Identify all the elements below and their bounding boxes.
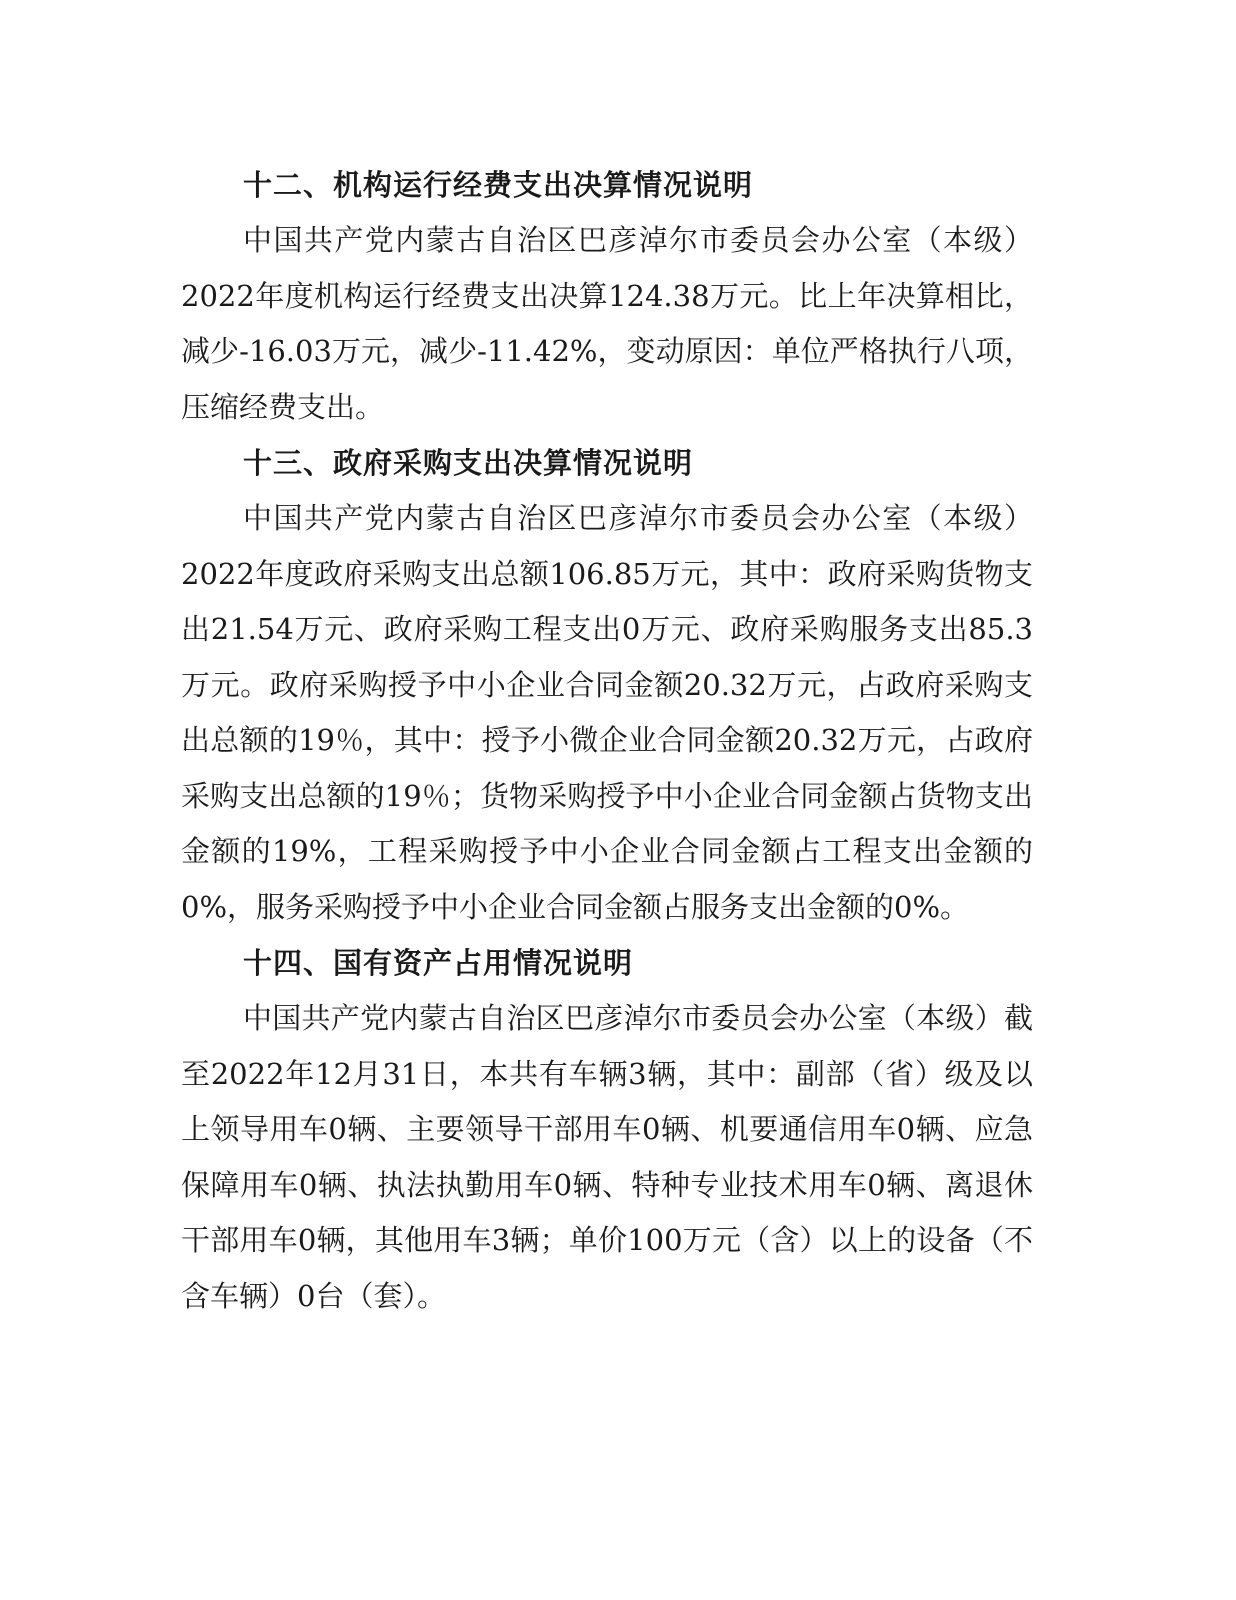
- section-state-owned-assets: [181, 935, 1033, 1324]
- section-heading: 十二、机构运行经费支出决算情况说明: [243, 168, 754, 202]
- section-heading: 十四、国有资产占用情况说明: [243, 946, 634, 980]
- section-government-procurement: [181, 435, 1033, 935]
- section-paragraph: 中国共产党内蒙古自治区巴彦淖尔市委员会办公室（本级）2022年度机构运行经费支出决算124.38万元。比上年决算相比，减少-16.03万元，减少-11.42%，变动原因：单位严格执行八项，压缩经费支出。: [181, 223, 1033, 424]
- section-heading: 十三、政府采购支出决算情况说明: [243, 446, 694, 480]
- section-paragraph: 中国共产党内蒙古自治区巴彦淖尔市委员会办公室（本级）截至2022年12月31日，本共有车辆3辆，其中：副部（省）级及以上领导用车0辆、主要领导干部用车0辆、机要通信用车0辆、应急保障用车0辆、执法执勤用车0辆、特种专业技术用车0辆、离退休干部用车0辆，其他用车3辆；单价100万元（含）以上的设备（不含车辆）0台（套）。: [181, 1001, 1033, 1313]
- document-page: [181, 157, 1033, 1324]
- section-institution-operating-expenses: [181, 157, 1033, 435]
- section-paragraph: 中国共产党内蒙古自治区巴彦淖尔市委员会办公室（本级）2022年度政府采购支出总额106.85万元，其中：政府采购货物支出21.54万元、政府采购工程支出0万元、政府采购服务支出85.3万元。政府采购授予中小企业合同金额20.32万元，占政府采购支出总额的19％，其中：授予小微企业合同金额20.32万元，占政府采购支出总额的19％；货物采购授予中小企业合同金额占货物支出金额的19%，工程采购授予中小企业合同金额占工程支出金额的0%，服务采购授予中小企业合同金额占服务支出金额的0%。: [181, 501, 1033, 924]
